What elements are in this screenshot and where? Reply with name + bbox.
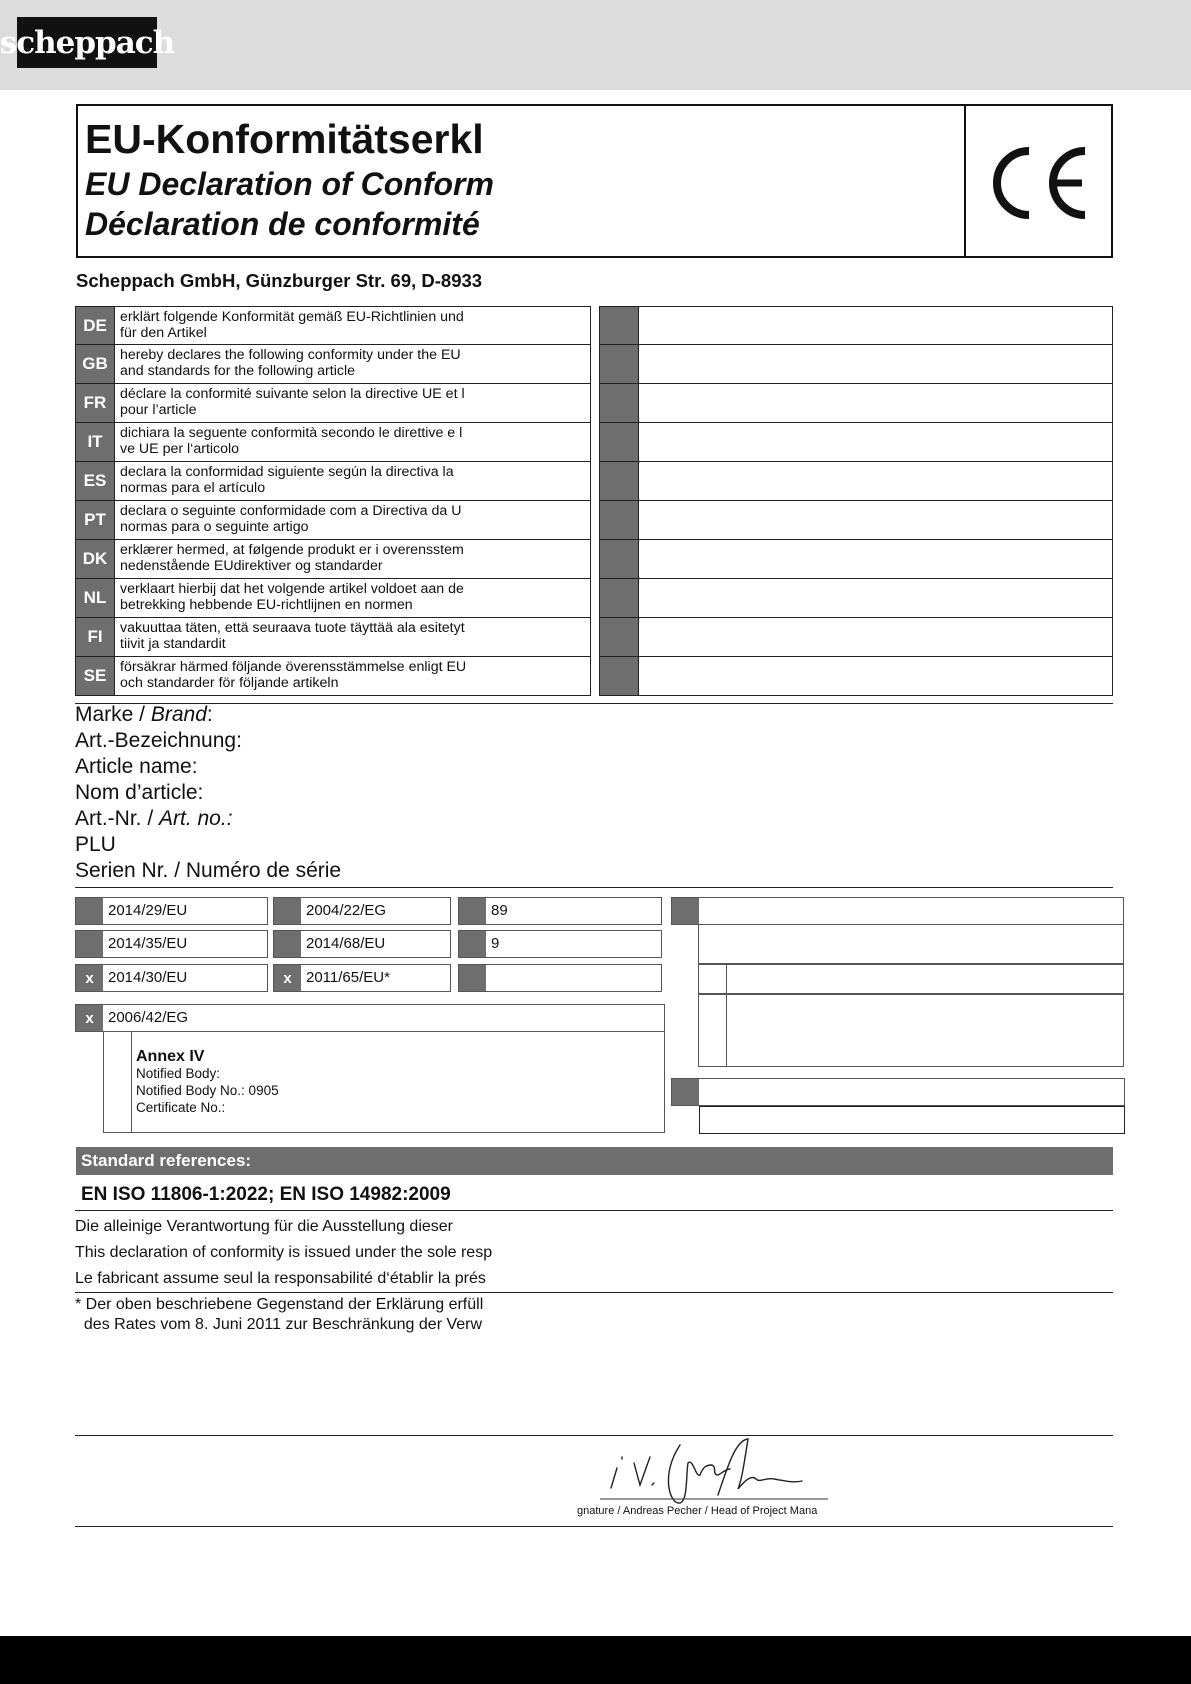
checkbox-mark <box>459 931 486 957</box>
standard-references-list: EN ISO 11806-1:2022; EN ISO 14982:2009 <box>81 1184 451 1205</box>
lang-code-empty <box>600 423 639 461</box>
lang-code-empty <box>600 579 639 617</box>
empty-box <box>698 924 1124 964</box>
title-de: EU-Konformitätserkl <box>85 116 484 162</box>
declaration-row-empty <box>599 579 1113 618</box>
declaration-text: declara o seguinte conformidade com a Directiva da U normas para o seguinte artigo <box>120 503 462 535</box>
checkbox-mark <box>459 898 486 924</box>
product-info <box>75 702 341 884</box>
empty-box-line <box>726 964 727 1067</box>
empty-box <box>698 994 1124 1067</box>
lang-code-empty <box>600 618 639 656</box>
declaration-row <box>75 579 591 618</box>
divider <box>75 887 1113 888</box>
declaration-text: försäkrar härmed följande överensstämmelse enligt EU och standarder för följande artikeln <box>120 659 467 691</box>
declaration-row <box>75 618 591 657</box>
title-divider <box>964 106 966 256</box>
lang-code: DK <box>76 540 115 578</box>
divider <box>75 1210 1113 1211</box>
lang-code: DE <box>76 307 115 344</box>
standard-references-heading: Standard references: <box>76 1147 1113 1175</box>
checkbox-mark <box>672 1079 699 1105</box>
scheppach-logo: scheppach <box>17 17 157 68</box>
certificate-no: Certificate No.: <box>136 1100 226 1115</box>
title-en: EU Declaration of Conform <box>85 166 494 202</box>
directive-label: 2014/30/EU <box>108 969 188 986</box>
header-bar <box>0 0 1191 90</box>
directive-checkbox-empty[interactable] <box>671 897 1124 925</box>
declaration-row-empty <box>599 618 1113 657</box>
declaration-text: hereby declares the following conformity under the EU and standards for the following article <box>120 347 461 379</box>
checkbox-mark <box>459 965 486 991</box>
declaration-row-empty <box>599 384 1113 423</box>
plu: PLU <box>75 833 116 856</box>
directive-checkbox[interactable] <box>75 930 268 958</box>
directive-checkbox[interactable] <box>273 897 451 925</box>
notified-body: Notified Body: <box>136 1066 221 1081</box>
lang-code: IT <box>76 423 115 461</box>
declaration-row-empty <box>599 345 1113 384</box>
directive-label <box>486 965 491 991</box>
lang-code: FI <box>76 618 115 656</box>
checkbox-mark <box>274 898 301 924</box>
lang-code: NL <box>76 579 115 617</box>
responsibility-de: Die alleinige Verantwortung für die Ausstellung dieser <box>75 1218 454 1235</box>
empty-box <box>698 964 1124 994</box>
annex-title: Annex IV <box>136 1048 205 1065</box>
signature-label: gnature / Andreas Pecher / Head of Project Mana <box>577 1505 818 1517</box>
declaration-text: declara la conformidad siguiente según la directiva la normas para el artículo <box>120 464 454 496</box>
directive-checkbox-machinery[interactable] <box>75 1004 665 1032</box>
notified-body-no: Notified Body No.: 0905 <box>136 1083 279 1098</box>
checkbox-mark <box>76 898 103 924</box>
responsibility-en: This declaration of conformity is issued under the sole resp <box>75 1244 493 1261</box>
declaration-row-empty <box>599 657 1113 696</box>
directive-label: 89 <box>491 902 508 919</box>
lang-code-empty <box>600 462 639 500</box>
divider <box>75 1292 1113 1293</box>
directive-label: 2014/29/EU <box>108 902 188 919</box>
directive-label: 9 <box>491 935 500 952</box>
declaration-row <box>75 462 591 501</box>
empty-box <box>699 1106 1125 1134</box>
declaration-row <box>75 540 591 579</box>
responsibility-fr: Le fabricant assume seul la responsabilité d‘établir la prés <box>75 1270 486 1287</box>
declaration-table-right <box>599 306 1113 696</box>
lang-code-empty <box>600 540 639 578</box>
checkbox-mark <box>76 931 103 957</box>
directive-checkbox[interactable] <box>75 964 268 992</box>
annex-inner-line <box>131 1032 132 1132</box>
declaration-row-empty <box>599 501 1113 540</box>
lang-code-empty <box>600 345 639 383</box>
lang-code: PT <box>76 501 115 539</box>
checkbox-mark: x <box>274 965 301 991</box>
declaration-text: dichiara la seguente conformità secondo le direttive e l ve UE per l‘articolo <box>120 425 463 457</box>
ce-mark-icon <box>985 145 1090 220</box>
lang-code-empty <box>600 657 639 695</box>
declaration-text: erklærer hermed, at følgende produkt er i overensstem nedenstående EUdirektiver og standarder <box>120 542 464 574</box>
declaration-text: verklaart hierbij dat het volgende artikel voldoet aan de betrekking hebbende EU-richtlijnen en normen <box>120 581 464 613</box>
declaration-table <box>75 306 591 696</box>
brand-line: Marke / Brand: <box>75 703 213 726</box>
checkbox-mark: x <box>76 1005 103 1031</box>
directive-checkbox[interactable] <box>75 897 268 925</box>
directive-checkbox[interactable] <box>458 897 662 925</box>
annex-text <box>136 1048 279 1116</box>
footer-bar <box>0 1636 1191 1684</box>
directive-label: 2011/65/EU* <box>306 969 390 986</box>
declaration-row <box>75 384 591 423</box>
checkbox-mark <box>672 898 699 924</box>
declaration-row <box>75 306 591 345</box>
checkbox-mark: x <box>76 965 103 991</box>
lang-code-empty <box>600 384 639 422</box>
article-name: Article name: <box>75 755 198 778</box>
article-number: Art.-Nr. / Art. no.: <box>75 807 233 830</box>
divider <box>75 1526 1113 1527</box>
directive-checkbox-empty[interactable] <box>671 1078 1125 1106</box>
footnote-line-1: * Der oben beschriebene Gegenstand der Erklärung erfüll <box>75 1296 484 1313</box>
directive-label: 2004/22/EG <box>306 902 387 919</box>
lang-code: ES <box>76 462 115 500</box>
directive-checkbox[interactable] <box>273 930 451 958</box>
footnote-line-2: des Rates vom 8. Juni 2011 zur Beschränkung der Verw <box>75 1316 483 1333</box>
divider <box>75 1435 1113 1436</box>
directive-checkbox[interactable] <box>458 930 662 958</box>
directive-label: 2006/42/EG <box>108 1009 189 1026</box>
declaration-row-empty <box>599 423 1113 462</box>
directive-checkbox[interactable] <box>273 964 451 992</box>
declaration-row <box>75 423 591 462</box>
nom-article: Nom d’article: <box>75 781 204 804</box>
lang-code-empty <box>600 501 639 539</box>
declaration-row-empty <box>599 462 1113 501</box>
checkbox-mark <box>274 931 301 957</box>
declaration-row <box>75 345 591 384</box>
annex-box <box>103 1031 665 1133</box>
declaration-text: vakuuttaa täten, että seuraava tuote täyttää ala esitetyt tiivit ja standardit <box>120 620 465 652</box>
declaration-row-empty <box>599 540 1113 579</box>
directive-label: 2014/35/EU <box>108 935 188 952</box>
directive-label: 2014/68/EU <box>306 935 386 952</box>
signature-image <box>600 1435 830 1510</box>
lang-code: SE <box>76 657 115 695</box>
lang-code-empty <box>600 307 639 344</box>
company-address: Scheppach GmbH, Günzburger Str. 69, D-8933 <box>76 270 483 291</box>
declaration-row <box>75 501 591 540</box>
directive-checkbox[interactable] <box>458 964 662 992</box>
article-designation: Art.-Bezeichnung: <box>75 729 242 752</box>
declaration-text: déclare la conformité suivante selon la directive UE et l pour l’article <box>120 386 465 418</box>
declaration-row-empty <box>599 306 1113 345</box>
declaration-text: erklärt folgende Konformität gemäß EU-Richtlinien und für den Artikel <box>120 309 464 341</box>
lang-code: FR <box>76 384 115 422</box>
title-fr: Déclaration de conformité <box>85 206 480 242</box>
declaration-row <box>75 657 591 696</box>
title-box <box>76 104 1113 258</box>
serial-number: Serien Nr. / Numéro de série <box>75 859 342 882</box>
lang-code: GB <box>76 345 115 383</box>
